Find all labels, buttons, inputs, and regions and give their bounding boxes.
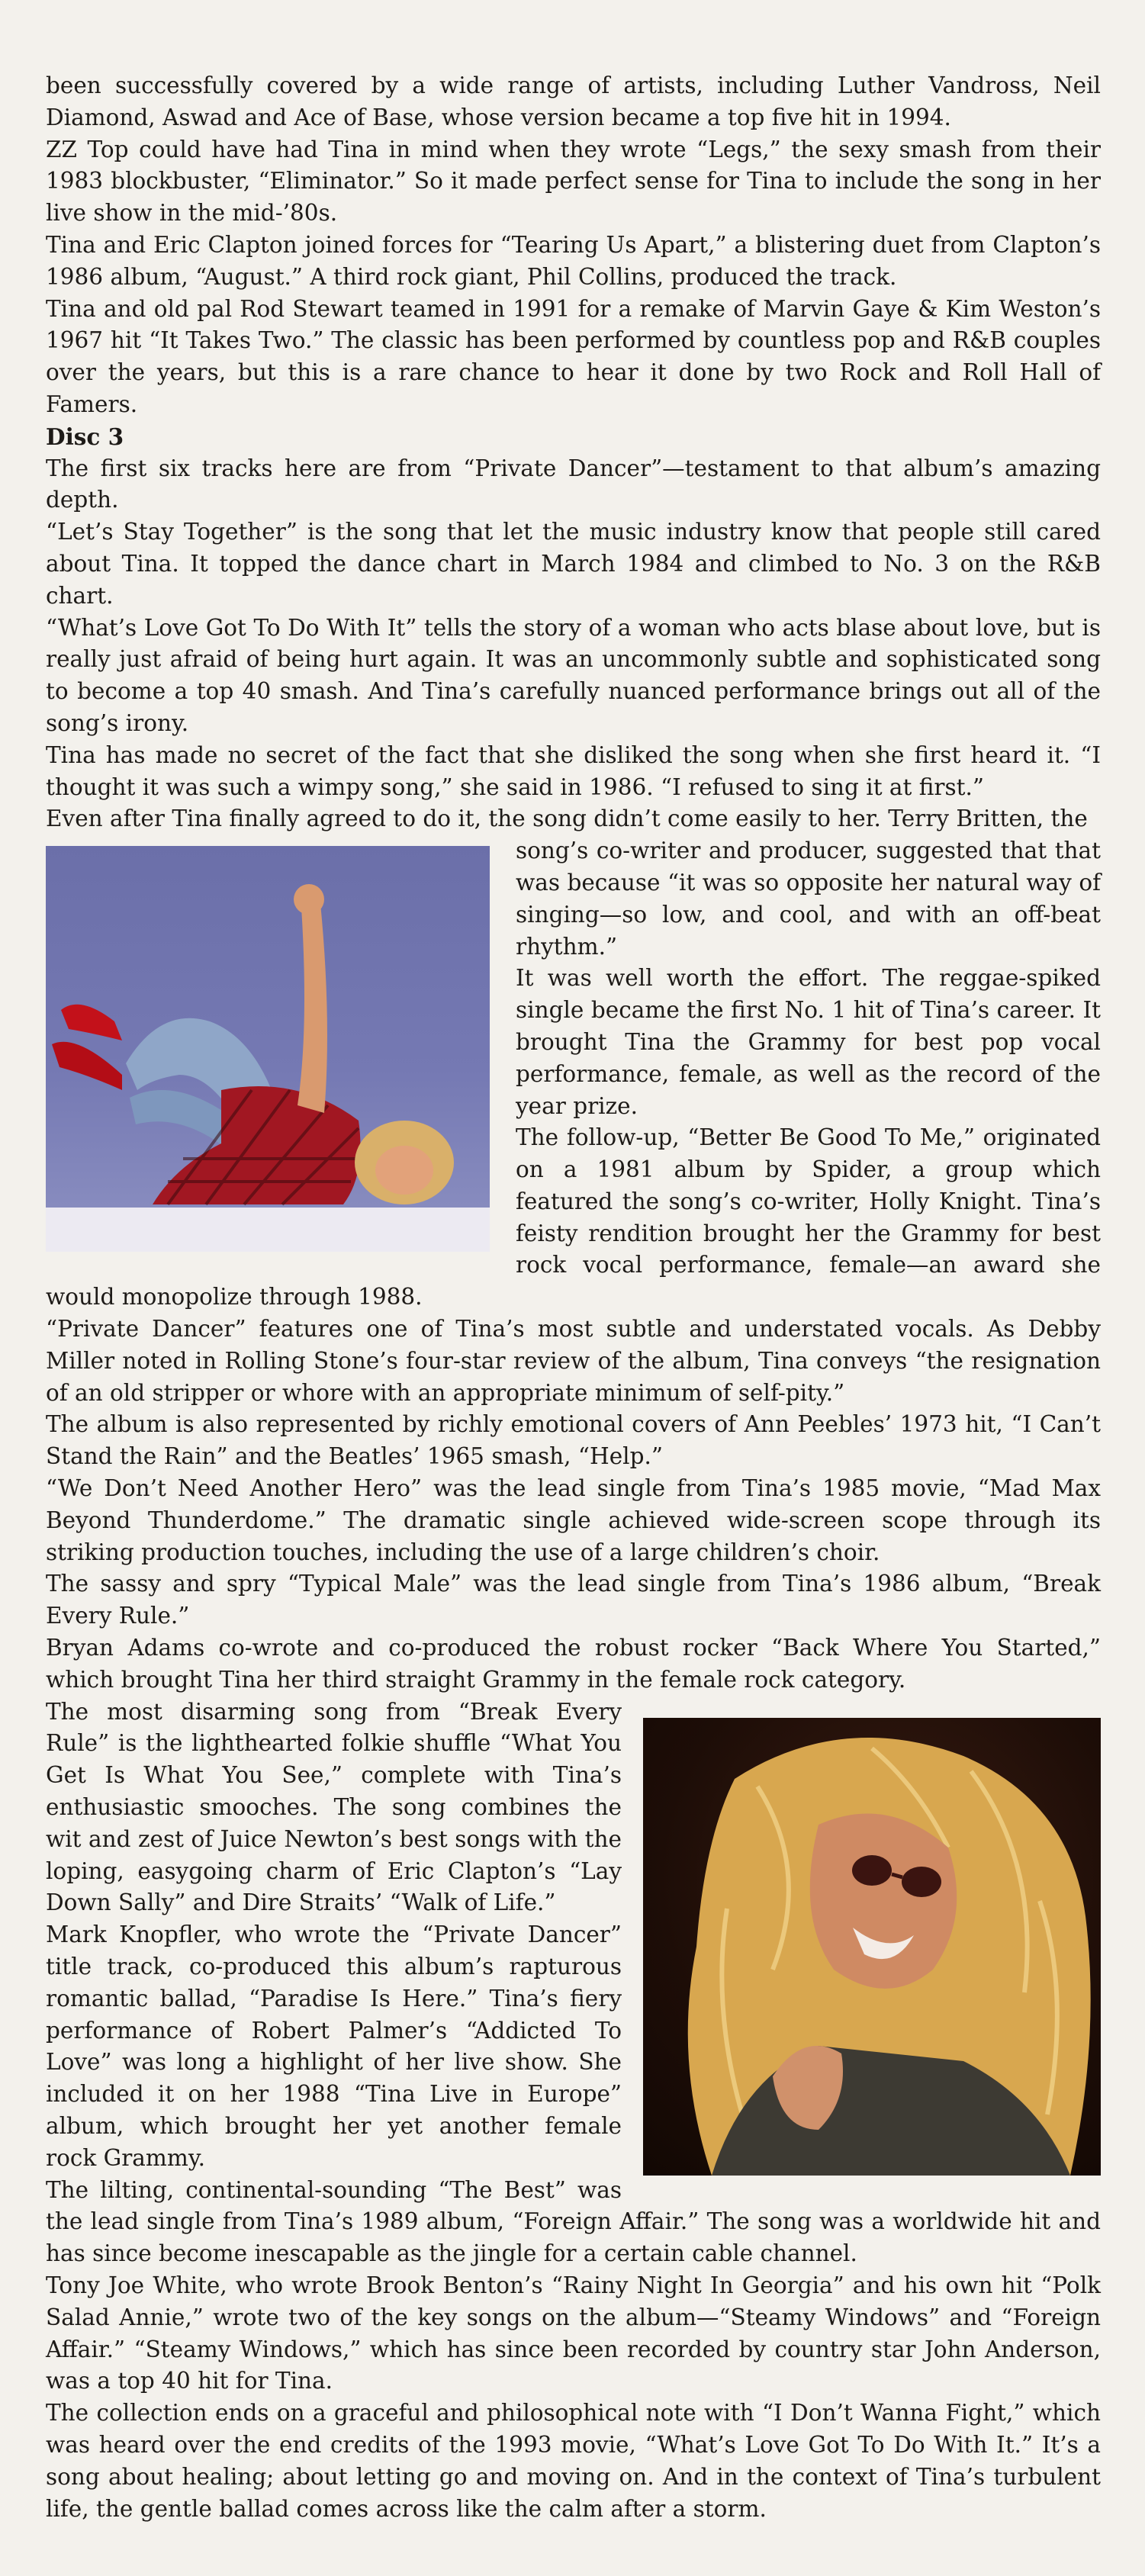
paragraph: The lilting, continental-sounding “The Best” was the lead single from Tina’s 1989 album, “Foreign Affair.” The song was a worldwide hit and has since become inescapable as the jingle for a certain cable channel. (46, 2176, 1101, 2267)
paragraph: “We Don’t Need Another Hero” was the lead single from Tina’s 1985 movie, “Mad Max Beyond Thunderdome.” The dramatic single achieved wide-screen scope through its striking production touches, including the use of a large children’s choir. (46, 1475, 1101, 1565)
paragraph: “What’s Love Got To Do With It” tells the story of a woman who acts blase about love, but is really just afraid of being hurt again. It was an uncommonly subtle and sophisticated song to become a top 40 smash. And Tina’s carefully nuanced performance brings out all of the song’s irony. (46, 614, 1101, 736)
paragraph: The most disarming song from “Break Every Rule” is the lighthearted folkie shuffle “What You Get Is What You See,” complete with Tina’s enthusiastic smooches. The song combines the wit and zest of Juice Newton’s best songs with the loping, easygoing charm of Eric Clapton’s “Lay Down Sally” and Dire Straits’ “Walk of Life.” (46, 1698, 622, 1916)
photo-tina-portrait (643, 1718, 1101, 2176)
paragraph: The album is also represented by richly emotional covers of Ann Peebles’ 1973 hit, “I Can’t Stand the Rain” and the Beatles’ 1965 smash, “Help.” (46, 1411, 1101, 1470)
paragraph: Tony Joe White, who wrote Brook Benton’s “Rainy Night In Georgia” and his own hit “Polk Salad Annie,” wrote two of the key songs on the album—“Steamy Windows” and “Foreign Affair.” “Steamy Windows,” which has since been recorded by country star John Anderson, was a top 40 hit for Tina. (46, 2272, 1101, 2394)
liner-notes-text (46, 70, 1101, 2525)
paragraph: Mark Knopfler, who wrote the “Private Dancer” title track, co-produced this album’s rapturous romantic ballad, “Paradise Is Here.” Tina’s fiery performance of Robert Palmer’s “Addicted To Love” was long a highlight of her live show. She included it on her 1988 “Tina Live in Europe” album, which brought her yet another female rock Grammy. (46, 1922, 622, 2171)
paragraph: It was well worth the effort. The reggae-spiked single became the first No. 1 hit of Tina’s career. It brought Tina the Grammy for best pop vocal performance, female, as well as the record of the year prize. (516, 965, 1101, 1119)
paragraph: “Private Dancer” features one of Tina’s most subtle and understated vocals. As Debby Miller noted in Rolling Stone’s four-star review of the album, Tina conveys “the resignation of an old stripper or whore with an appropriate minimum of self-pity.” (46, 1316, 1101, 1406)
paragraph: Even after Tina finally agreed to do it, the song didn’t come easily to her. Terry Britten, the (46, 806, 1088, 832)
paragraph: The sassy and spry “Typical Male” was the lead single from Tina’s 1986 album, “Break Every Rule.” (46, 1571, 1101, 1629)
paragraph: song’s co-writer and producer, suggested that that was because “it was so opposite her natural way of singing—so low, and cool, and with an off-beat rhythm.” (516, 838, 1101, 960)
paragraph: The first six tracks here are from “Private Dancer”—testament to that album’s amazing depth. (46, 455, 1101, 513)
disc-3-heading: Disc 3 (46, 423, 124, 450)
photo-tina-portrait-image (643, 1718, 1101, 2176)
paragraph: Tina has made no secret of the fact that she disliked the song when she first heard it. “I thought it was such a wimpy song,” she said in 1986. “I refused to sing it at first.” (46, 741, 1101, 800)
paragraph: The follow-up, “Better Be Good To Me,” originated on a 1981 album by Spider, a group which featured the song’s co-writer, Holly Knight. Tina’s feisty rendition brought her the Grammy for best rock vocal performance, female—an award she would monopolize through 1988. (46, 1124, 1101, 1311)
paragraph: Tina and old pal Rod Stewart teamed in 1991 for a remake of Marvin Gaye & Kim Weston’s 1967 hit “It Takes Two.” The classic has been performed by countless pop and R&B couples over the years, but this is a rare chance to hear it done by two Rock and Roll Hall of Famers. (46, 295, 1101, 417)
paragraph: ZZ Top could have had Tina in mind when they wrote “Legs,” the sexy smash from their 1983 blockbuster, “Eliminator.” So it made perfect sense for Tina to include the song in her live show in the mid-’80s. (46, 136, 1101, 227)
paragraph: been successfully covered by a wide range of artists, including Luther Vandross, Neil Diamond, Aswad and Ace of Base, whose version became a top five hit in 1994. (46, 72, 1101, 130)
photo-tina-reclining (46, 846, 490, 1252)
paragraph: The collection ends on a graceful and philosophical note with “I Don’t Wanna Fight,” which was heard over the end credits of the 1993 movie, “What’s Love Got To Do With It.” It’s a song about healing; about letting go and moving on. And in the context of Tina’s turbulent life, the gentle ballad comes across like the calm after a storm. (46, 2400, 1101, 2522)
paragraph: Tina and Eric Clapton joined forces for “Tearing Us Apart,” a blistering duet from Clapton’s 1986 album, “August.” A third rock giant, Phil Collins, produced the track. (46, 231, 1101, 290)
paragraph: “Let’s Stay Together” is the song that let the music industry know that people still cared about Tina. It topped the dance chart in March 1984 and climbed to No. 3 on the R&B chart. (46, 519, 1101, 609)
paragraph: Bryan Adams co-wrote and co-produced the robust rocker “Back Where You Started,” which brought Tina her third straight Grammy in the female rock category. (46, 1635, 1101, 1693)
photo-tina-reclining-image (46, 846, 490, 1252)
